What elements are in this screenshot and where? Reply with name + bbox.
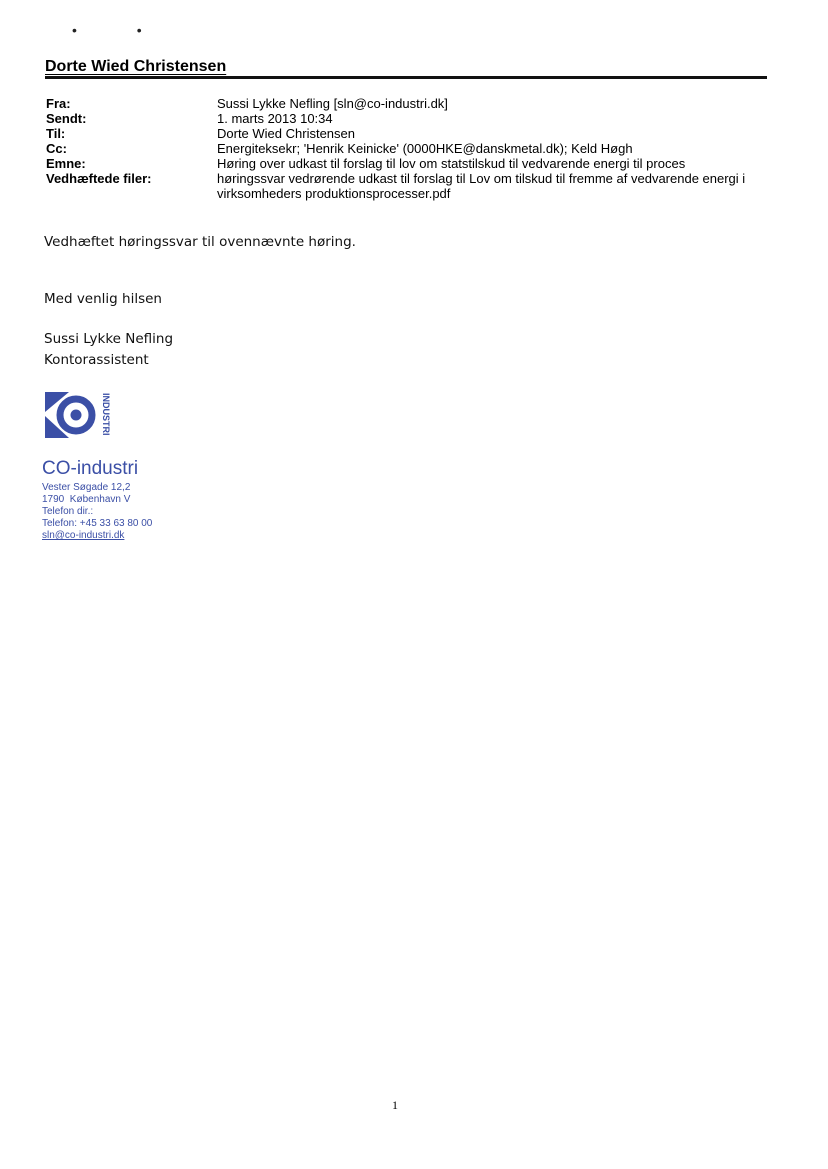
to-value: Dorte Wied Christensen: [217, 126, 355, 141]
sent-value: 1. marts 2013 10:34: [217, 111, 333, 126]
logo-wordmark: INDUSTRI: [101, 393, 111, 436]
header-sent-row: [46, 111, 766, 126]
header-subject-row: [46, 156, 766, 171]
company-address: [42, 482, 152, 542]
subject-value: Høring over udkast til forslag til lov om statstilskud til vedvarende energi til proces: [217, 156, 686, 171]
header-from-row: [46, 96, 766, 111]
from-label: Fra:: [46, 96, 71, 111]
cc-label: Cc:: [46, 141, 67, 156]
attachments-label: Vedhæftede filer:: [46, 171, 152, 186]
recipient-name: Dorte Wied Christensen: [45, 58, 227, 75]
co-industri-logo: [43, 390, 113, 440]
page-number: 1: [392, 1098, 398, 1112]
phone-main: Telefon: +45 33 63 80 00: [42, 518, 153, 529]
header-attachments-row: [46, 171, 766, 201]
header-cc-row: [46, 141, 766, 156]
email-link[interactable]: sln@co-industri.dk: [42, 530, 125, 541]
header-to-row: [46, 126, 766, 141]
subject-label: Emne:: [46, 156, 86, 171]
sent-label: Sendt:: [46, 111, 87, 126]
scan-marks: • •: [72, 22, 170, 38]
company-name: CO-industri: [42, 458, 139, 479]
address-city: 1790 København V: [42, 494, 131, 505]
email-header: [46, 96, 766, 201]
sender-title: Kontorassistent: [44, 352, 149, 368]
header-rule: [45, 76, 767, 79]
from-value: Sussi Lykke Nefling [sln@co-industri.dk]: [217, 96, 448, 111]
phone-direct: Telefon dir.:: [42, 506, 94, 517]
attachment-link[interactable]: høringssvar vedrørende udkast til forslag til Lov om tilskud til fremme af vedvarende energi i virksomheders produktionsprocesser.pdf: [217, 171, 746, 201]
address-street: Vester Søgade 12,2: [42, 482, 131, 493]
cc-value: Energiteksekr; 'Henrik Keinicke' (0000HKE@danskmetal.dk); Keld Høgh: [217, 141, 633, 156]
to-label: Til:: [46, 126, 66, 141]
closing-text: Med venlig hilsen: [44, 291, 162, 307]
sender-name: Sussi Lykke Nefling: [44, 331, 174, 347]
message-text: Vedhæftet høringssvar til ovennævnte høring.: [44, 234, 356, 250]
